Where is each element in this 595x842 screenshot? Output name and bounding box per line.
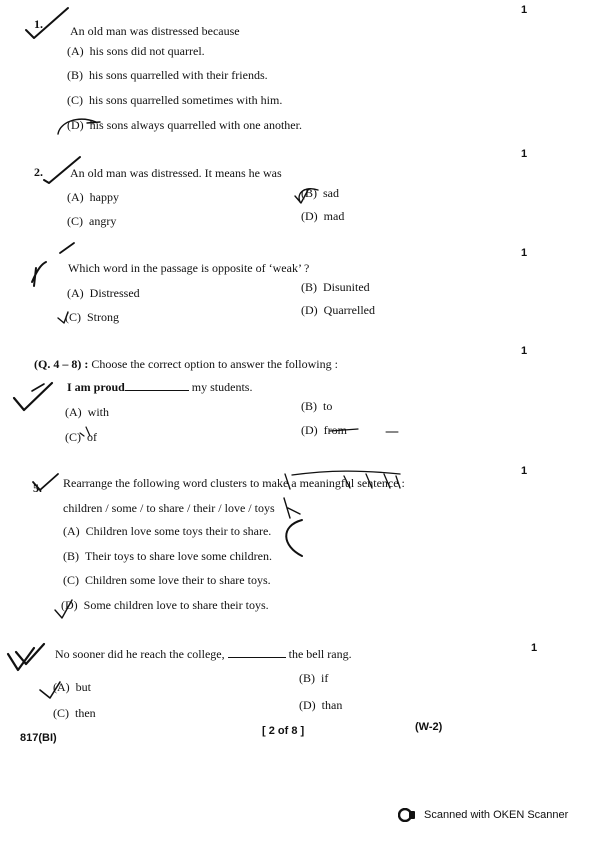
q3-dash-mark (60, 243, 74, 253)
q5-option-a-letter: (A) (63, 524, 80, 538)
q4-option-a-letter: (A) (65, 405, 82, 419)
q1-option-c-letter: (C) (67, 93, 83, 107)
q3-option-d-text: Quarrelled (323, 303, 375, 317)
q1-option-d-text: his sons always quarrelled with one another. (89, 118, 302, 132)
q3-text: Which word in the passage is opposite of ‘weak’ ? (68, 261, 310, 275)
q1-option-c-text: his sons quarrelled sometimes with him. (89, 93, 283, 107)
q4-option-a-text: with (87, 405, 110, 419)
q6-option-a-text: but (75, 680, 92, 694)
q4-tick-mark (14, 383, 52, 410)
q5-option-d-mark (55, 600, 72, 618)
scanner-text: Scanned with OKEN Scanner (424, 809, 569, 821)
q1-option-d-letter: (D) (67, 118, 84, 132)
section-label: (Q. 4 – 8) : (34, 357, 89, 371)
q6-text-before: No sooner did he reach the college, (55, 647, 225, 661)
q4-option-b-letter: (B) (301, 399, 317, 413)
q3-option-c-letter: (C) (65, 310, 81, 324)
q3-option-c-text: Strong (87, 310, 120, 324)
q1-option-b-text: his sons quarrelled with their friends. (89, 68, 268, 82)
q5-scribble (285, 471, 400, 489)
q5-option-a-text: Children love some toys their to share. (85, 524, 272, 538)
q4-option-d-strike (330, 429, 358, 431)
q1-option-b-letter: (B) (67, 68, 83, 82)
page-corner-mark: 1 (521, 4, 528, 16)
q6-option-a-mark (40, 682, 60, 698)
q6-text-after: the bell rang. (288, 647, 352, 661)
q5-number: 5. (33, 481, 42, 495)
q3-option-a-text: Distressed (89, 286, 140, 300)
q3-option-b-letter: (B) (301, 280, 317, 294)
q4-option-d-text: from (323, 423, 347, 437)
q3-option-a-letter: (A) (67, 286, 84, 300)
footer-code: 817(BI) (20, 732, 57, 744)
q6-marks: 1 (531, 642, 538, 654)
q4-option-c-text: of (87, 430, 97, 444)
q6-tick-mark (8, 644, 44, 670)
q4-tick-stroke (32, 384, 44, 391)
q2-number: 2. (34, 165, 43, 179)
q2-option-c-letter: (C) (67, 214, 83, 228)
section-instruction: Choose the correct option to answer the following : (91, 357, 338, 371)
q2-option-d-text: mad (323, 209, 345, 223)
q4-text-after: my students. (191, 380, 253, 394)
q5-option-b-text: Their toys to share love some children. (85, 549, 272, 563)
q5-toys-bracket (284, 498, 300, 518)
q6-option-c-text: then (75, 706, 96, 720)
q4-option-d-letter: (D) (301, 423, 318, 437)
q2-tick-mark (44, 157, 80, 183)
q5-option-c-letter: (C) (63, 573, 79, 587)
q5-option-b-letter: (B) (63, 549, 79, 563)
q1-option-d-arc (58, 119, 96, 134)
q2-option-a-text: happy (89, 190, 119, 204)
q3-tick-mark (32, 262, 46, 286)
q4-option-c-letter: (C) (65, 430, 81, 444)
q3-option-d-letter: (D) (301, 303, 318, 317)
q6-option-b-text: if (321, 671, 329, 685)
q6-option-d-text: than (321, 698, 343, 712)
footer-page-number: [ 2 of 8 ] (262, 725, 305, 737)
q2-option-b-text: sad (323, 186, 339, 200)
q6-option-d-letter: (D) (299, 698, 316, 712)
q5-marks: 1 (521, 465, 528, 477)
q1-tick-mark (26, 8, 68, 38)
q1-text: An old man was distressed because (70, 24, 240, 38)
q1-number: 1. (34, 17, 43, 31)
q2-option-d-letter: (D) (301, 209, 318, 223)
q5-text: Rearrange the following word clusters to make a meaningful sentence : (63, 476, 405, 490)
q3-option-c-mark (58, 312, 68, 323)
q1-option-a-letter: (A) (67, 44, 84, 58)
q4-option-b-text: to (323, 399, 333, 413)
footer-set: (W-2) (415, 721, 443, 733)
q2-option-a-letter: (A) (67, 190, 84, 204)
q6-option-b-letter: (B) (299, 671, 315, 685)
q5-option-d-text: Some children love to share their toys. (83, 598, 269, 612)
q1-option-a-text: his sons did not quarrel. (89, 44, 205, 58)
q5-tick-mark (33, 474, 58, 490)
q5-clusters: children / some / to share / their / love / toys (63, 501, 275, 515)
q2-text: An old man was distressed. It means he was (70, 166, 282, 180)
section-marks: 1 (521, 345, 528, 357)
q2-option-c-text: angry (89, 214, 117, 228)
q4-text-before: I am proud (67, 380, 125, 394)
q2-marks: 1 (521, 148, 528, 160)
q3-marks: 1 (521, 247, 528, 259)
q5-option-bracket (286, 520, 302, 556)
q1-option-d-dash (87, 122, 100, 123)
q4-option-c-mark (80, 427, 90, 436)
q2-option-b-letter: (B) (301, 186, 317, 200)
q6-option-c-letter: (C) (53, 706, 69, 720)
q5-option-c-text: Children some love their to share toys. (85, 573, 271, 587)
q6-option-a-letter: (A) (53, 680, 70, 694)
q3-option-b-text: Disunited (323, 280, 370, 294)
q5-option-d-letter: (D) (61, 598, 78, 612)
